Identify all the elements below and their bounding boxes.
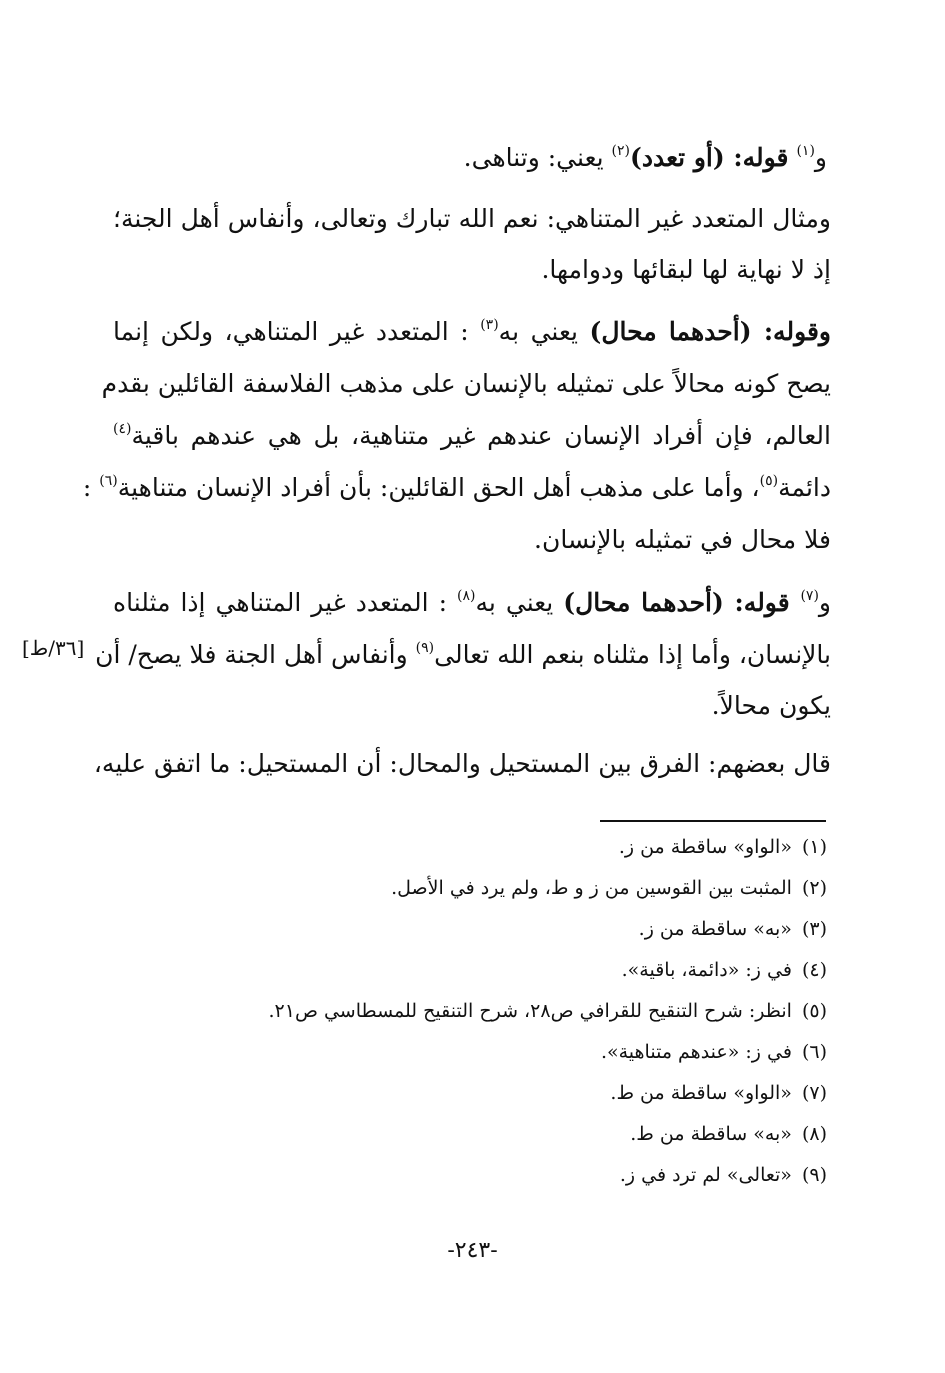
body-line-3: إذ لا نهاية لها لبقائها ودوامها. [541,255,831,284]
body-line-1: و$^{(١)}$ قوله: (أو تعدد)$^{(٢)}$ يعني: وتناهى. [463,143,827,172]
body-line-8: فلا محال في تمثيله بالإنسان. [534,525,831,554]
body-line-9: و$^{(٧)}$ قوله: (أحدهما محال) يعني به$^{(٨)}$ : المتعدد غير المتناهي إذا مثلناه [113,588,831,617]
footnote: (٥)انظر: شرح التنقيح للقرافي ص٢٨، شرح التنقيح للمسطاسي ص٢١. [268,1000,827,1022]
body-line-4: وقوله: (أحدهما محال) يعني به$^{(٣)}$ : المتعدد غير المتناهي، ولكن إنما [113,317,832,346]
footnote: (٨)«به» ساقطة من ط. [630,1123,827,1145]
footnote: (٣)«به» ساقطة من ز. [638,918,827,940]
body-line-12: قال بعضهم: الفرق بين المستحيل والمحال: أن المستحيل: ما اتفق عليه، [93,749,831,778]
footnote: (٢)المثبت بين القوسين من ز و ط، ولم يرد في الأصل. [391,877,827,899]
body-line-6: العالم، فإن أفراد الإنسان عندهم غير متناهية، بل هي عندهم باقية$^{(٤)}$ [113,421,831,450]
body-line-10: بالإنسان، وأما إذا مثلناه بنعم الله تعالى$^{(٩)}$ وأنفاس أهل الجنة فلا يصح/ أن [95,640,831,669]
footnote: (٩)«تعالى» لم ترد في ز. [619,1164,827,1186]
footnote: (٧)«الواو» ساقطة من ط. [610,1082,827,1104]
footnote: (٤)في ز: «دائمة، باقية». [621,959,827,981]
body-line-5: يصح كونه محالاً على تمثيله بالإنسان على مذهب الفلاسفة القائلين بقدم [101,369,831,398]
body-line-7: دائمة$^{(٥)}$، وأما على مذهب أهل الحق القائلين: بأن أفراد الإنسان متناهية$^{(٦)}$ : [82,473,831,502]
page-number: -٢٤٣- [447,1238,498,1263]
margin-folio-marker: [٣٦/ط] [22,636,85,660]
footnote-separator [600,820,826,822]
footnote: (٦)في ز: «عندهم متناهية». [600,1041,827,1063]
footnote: (١)«الواو» ساقطة من ز. [618,836,827,858]
body-line-11: يكون محالاً. [711,691,831,720]
body-line-2: ومثال المتعدد غير المتناهي: نعم الله تبارك وتعالى، وأنفاس أهل الجنة؛ [113,204,831,233]
